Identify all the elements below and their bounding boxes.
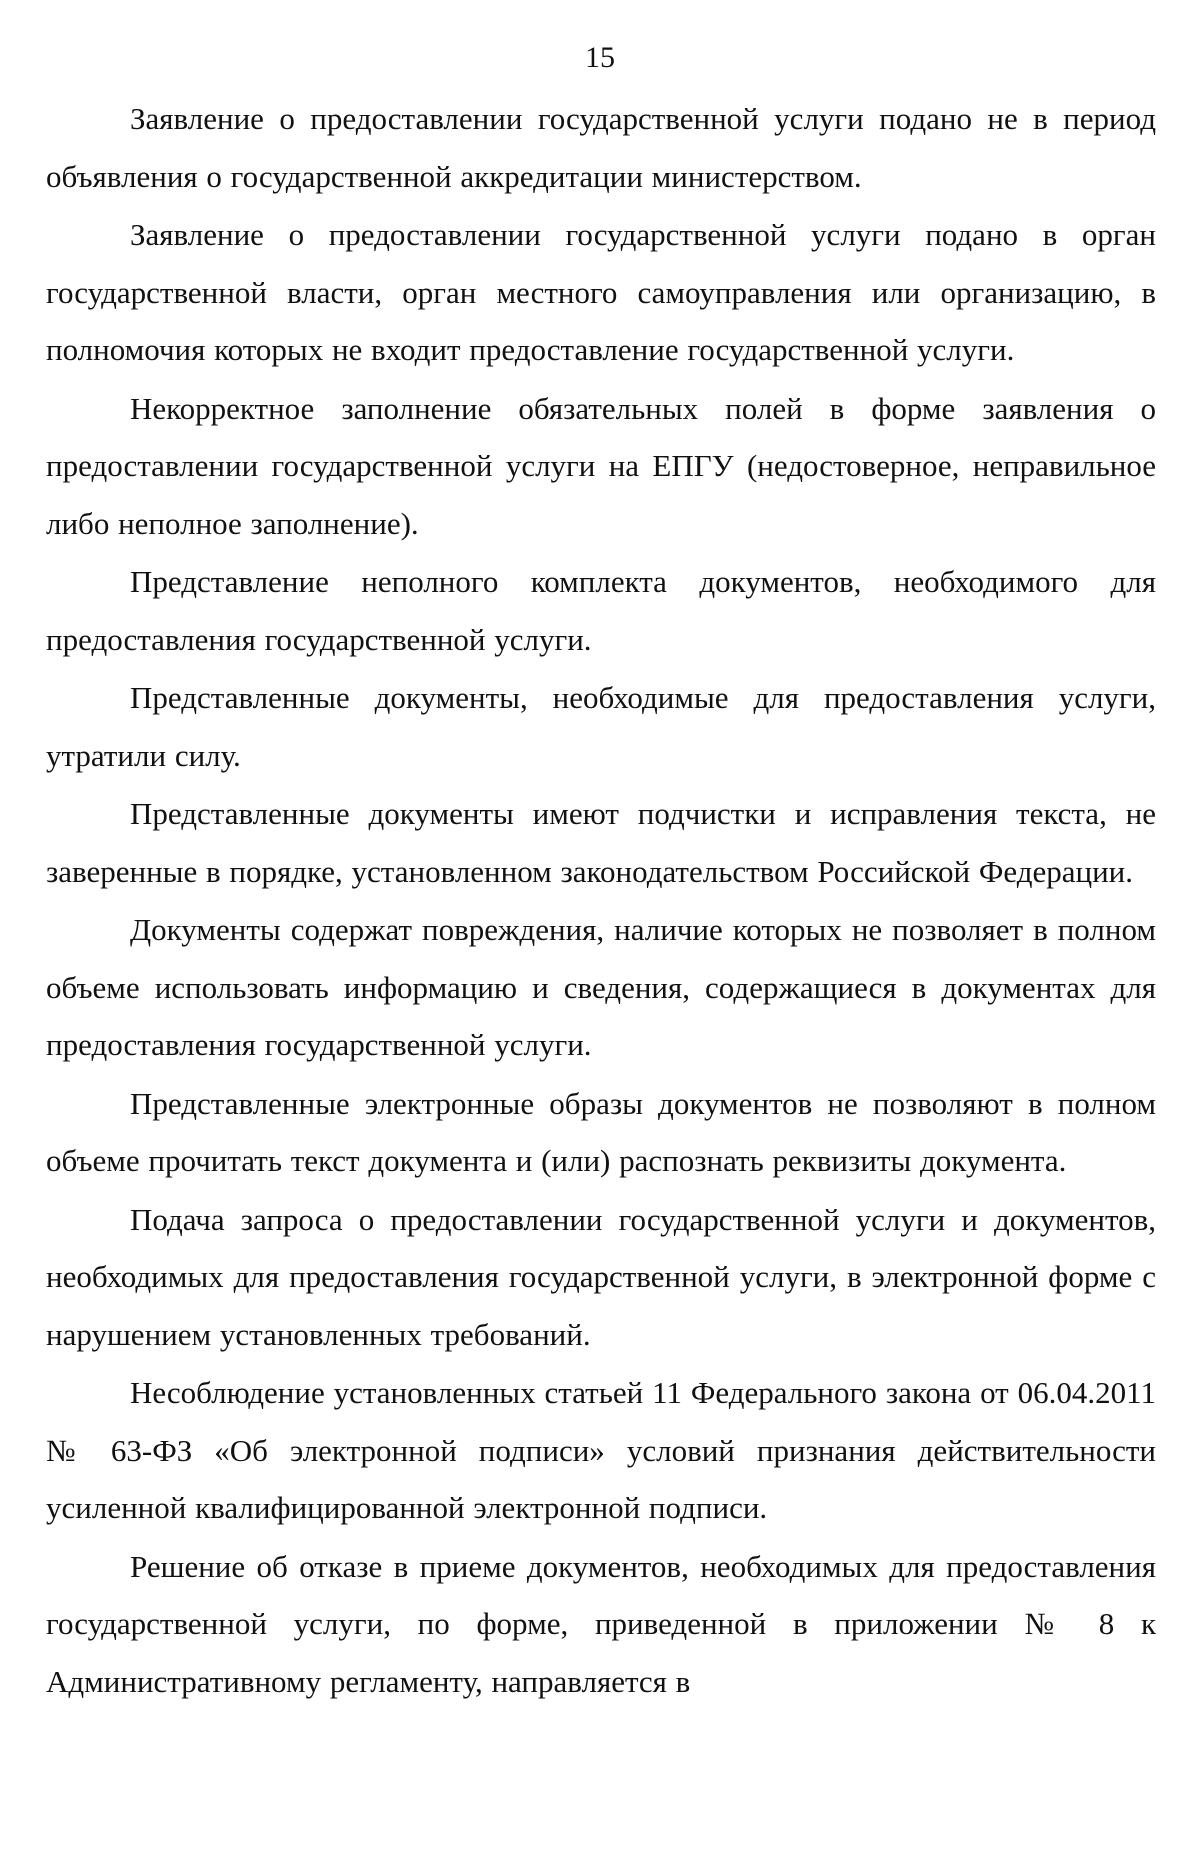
paragraph-3: Некорректное заполнение обязательных полей в форме заявления о предоставлении государственной услуги на ЕПГУ (недостоверное, неправильное либо неполное заполнение).: [46, 390, 1156, 541]
paragraph-11: Решение об отказе в приеме документов, необходимых для предоставления государственной услуги, по форме, приведенной в приложении № 8 к Административному регламенту, направляется в: [46, 1548, 1156, 1699]
paragraph-9: Подача запроса о предоставлении государственной услуги и документов, необходимых для предоставления государственной услуги, в электронной форме с нарушением установленных требований.: [46, 1201, 1156, 1352]
paragraph-8: Представленные электронные образы документов не позволяют в полном объеме прочитать текст документа и (или) распознать реквизиты документа.: [46, 1085, 1156, 1178]
paragraph-2: Заявление о предоставлении государственной услуги подано в орган государственной власти, орган местного самоуправления или организацию, в полномочия которых не входит предоставление государственной услуги.: [46, 217, 1156, 367]
page-number: 15: [585, 41, 615, 74]
paragraph-7: Документы содержат повреждения, наличие которых не позволяет в полном объеме использовать информацию и сведения, содержащиеся в документах для предоставления государственной услуги.: [46, 912, 1156, 1062]
paragraph-1: Заявление о предоставлении государственной услуги подано не в период объявления о государственной аккредитации министерством.: [46, 101, 1156, 194]
paragraph-5: Представленные документы, необходимые для предоставления услуги, утратили силу.: [46, 680, 1156, 773]
paragraph-6: Представленные документы имеют подчистки и исправления текста, не заверенные в порядке, установленном законодательством Российской Федерации.: [46, 796, 1156, 889]
paragraph-10: Несоблюдение установленных статьей 11 Федерального закона от 06.04.2011 № 63-ФЗ «Об электронной подписи» условий признания действительности усиленной квалифицированной электронной подписи.: [46, 1375, 1156, 1525]
paragraph-4: Представление неполного комплекта документов, необходимого для предоставления государственной услуги.: [46, 564, 1156, 657]
document-body: [46, 90, 1156, 1711]
